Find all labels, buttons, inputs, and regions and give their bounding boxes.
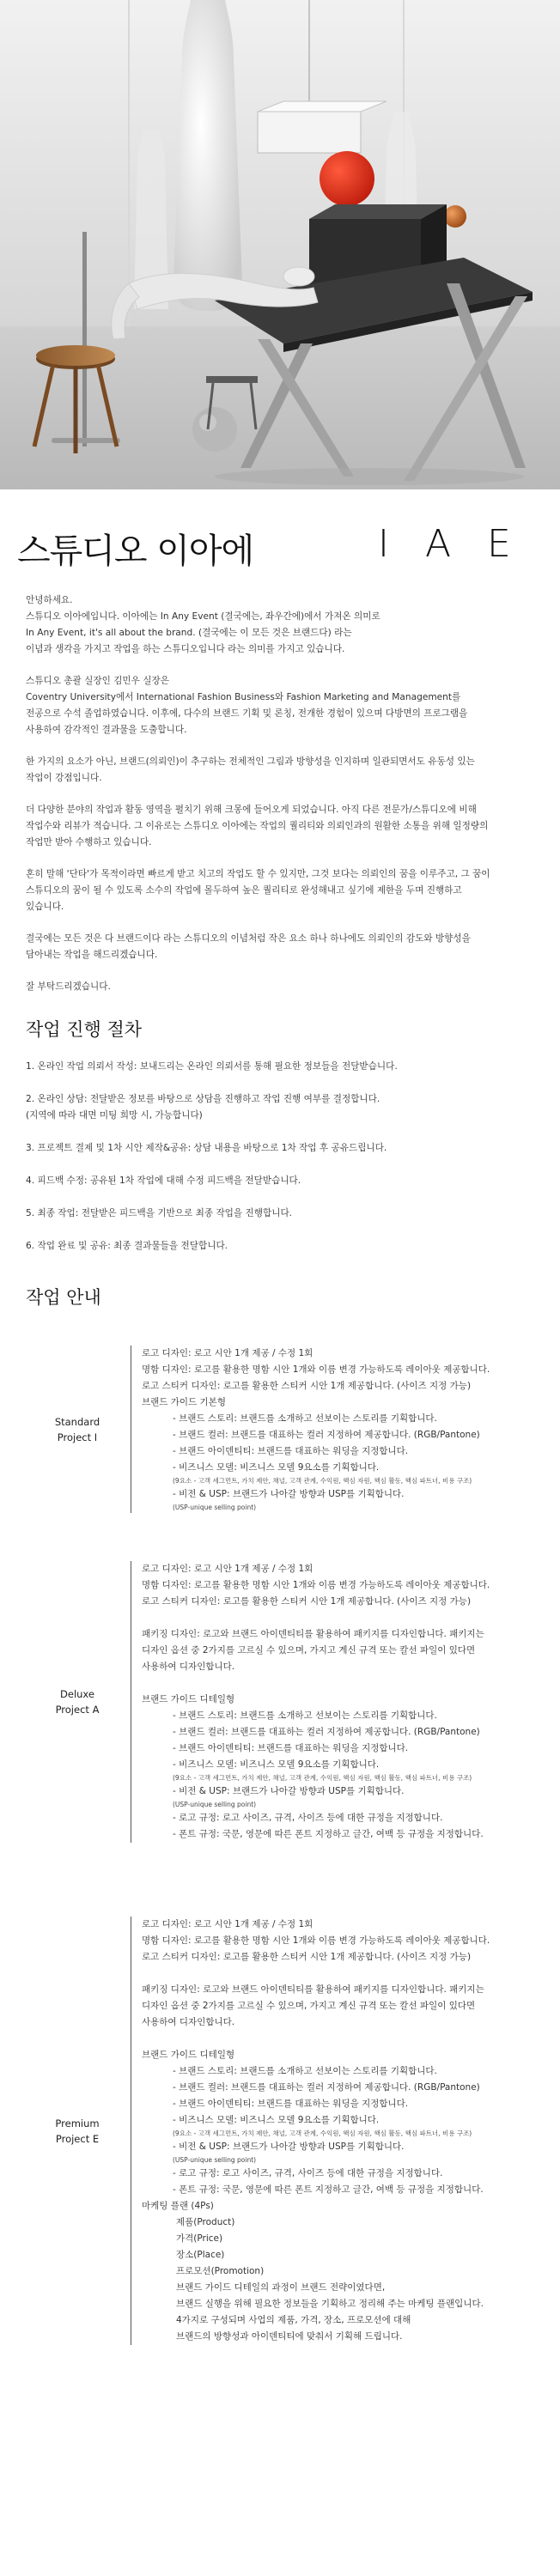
package-line: 명함 디자인: 로고를 활용한 명함 시안 1개와 이름 변경 가능하도록 레이아웃 제공합니다. <box>142 1580 490 1590</box>
package-details <box>131 1346 560 1513</box>
hero-artwork <box>0 0 560 489</box>
package-line: - 브랜드 컬러: 브랜드를 대표하는 컬러 지정하여 제공합니다. (RGB/Pantone) <box>173 1430 480 1440</box>
package-line: 로고 디자인: 로고 시안 1개 제공 / 수정 1회 <box>142 1348 313 1358</box>
package-name: Deluxe Project A <box>55 1688 100 1716</box>
package-line: - 비즈니스 모델: 비즈니스 모델 9요소를 기획합니다. <box>173 1759 380 1770</box>
package-line: - 비즈니스 모델: 비즈니스 모델 9요소를 기획합니다. <box>173 2115 380 2125</box>
process-step: 1. 온라인 작업 의뢰서 작성: 보내드리는 온라인 의뢰서를 통해 필요한 정보들을 전달받습니다. <box>26 1061 398 1072</box>
package-line: (9요소 - 고객 세그먼트, 가치 제안, 채널, 고객 관계, 수익원, 핵심 자원, 핵심 활동, 핵심 파트너, 비용 구조) <box>173 1477 472 1485</box>
package-line: 로고 스티커 디자인: 로고를 활용한 스티커 시안 1개 제공합니다. (사이즈 지정 가능) <box>142 1596 472 1607</box>
process-step: 6. 작업 완료 및 공유: 최종 결과물들을 전달합니다. <box>26 1241 228 1251</box>
package-line: (9요소 - 고객 세그먼트, 가치 제안, 채널, 고객 관계, 수익원, 핵심 자원, 핵심 활동, 핵심 파트너, 비용 구조) <box>173 1774 472 1782</box>
package-line: 사용하여 디자인합니다. <box>142 1662 235 1672</box>
package-line: 로고 스티커 디자인: 로고를 활용한 스티커 시안 1개 제공합니다. (사이즈 지정 가능) <box>142 1381 472 1391</box>
package-line: 마케팅 플랜 (4Ps) <box>142 2201 214 2211</box>
package-line: - 로고 규정: 로고 사이즈, 규격, 사이즈 등에 대한 규정을 지정합니다. <box>173 1813 443 1823</box>
package-line: 장소(Place) <box>176 2250 225 2260</box>
package-line: 브랜드 가이드 디테일형 <box>142 1694 235 1704</box>
intro-paragraph: 스튜디오 총괄 실장인 김민우 실장은 Coventry University에서 International Fashion Business와 Fashion Marketing and Management를 전공으로 수석 졸업하였습니다. 이후에, 다수의 브랜드 기획 및 론칭, 전개한 경험이 있으며 다방면의 프로그램을 사용하여 감각적인 결과물을 도출합니다. <box>26 676 468 735</box>
package-name: Premium Project E <box>55 2117 100 2145</box>
package-line: - 비전 & USP: 브랜드가 나아갈 방향과 USP를 기획합니다. <box>173 1489 405 1499</box>
process-heading: 작업 진행 절차 <box>26 1019 143 1040</box>
spacer <box>142 2031 560 2047</box>
process-step: 2. 온라인 상담: 전달받은 정보를 바탕으로 상담을 진행하고 작업 진행 여부를 결정합니다. (지역에 따라 대면 미팅 희망 시, 가능합니다) <box>26 1094 380 1121</box>
package-line: - 비전 & USP: 브랜드가 나아갈 방향과 USP를 기획합니다. <box>173 2142 405 2152</box>
package-line: 디자인 옵션 중 2가지를 고르실 수 있으며, 가지고 계신 규격 또는 칼선 파일이 있다면 <box>142 2001 476 2011</box>
page-header <box>0 489 560 592</box>
package-line: - 브랜드 아이덴티티: 브랜드를 대표하는 워딩을 지정합니다. <box>173 1743 409 1753</box>
package-line: - 폰트 규정: 국문, 영문에 따른 폰트 지정하고 글간, 여백 등 규정을 지정합니다. <box>173 2184 484 2195</box>
package-name: Standard Project I <box>54 1415 100 1443</box>
package-line: - 브랜드 스토리: 브랜드를 소개하고 선보이는 스토리를 기획합니다. <box>173 2066 437 2076</box>
process-step: 3. 프로젝트 결제 및 1차 시안 제작&공유: 상담 내용을 바탕으로 1차 작업 후 공유드립니다. <box>26 1143 387 1153</box>
package-line: (USP-unique selling point) <box>173 1801 257 1808</box>
package-line: 명함 디자인: 로고를 활용한 명함 시안 1개와 이름 변경 가능하도록 레이아웃 제공합니다. <box>142 1364 490 1375</box>
intro-paragraph: 결국에는 모든 것은 다 브랜드이다 라는 스튜디오의 이념처럼 작은 요소 하나 하나에도 의뢰인의 감도와 방향성을 담아내는 작업을 해드리겠습니다. <box>26 933 471 960</box>
package-block <box>0 1561 560 1843</box>
intro-paragraph: 더 다양한 분야의 작업과 활동 영역을 펼치기 위해 크몽에 들어오게 되었습니다. 아직 다른 전문가/스튜디오에 비해 작업수와 리뷰가 적습니다. 그 이유로는 스튜디오 이아에는 작업의 퀄리티와 의뢰인과의 원활한 소통을 위해 일정량의 작업만 받아 수행하고 있습니다. <box>26 805 489 848</box>
page-title-logo: I A E <box>378 522 513 566</box>
guide-heading: 작업 안내 <box>26 1287 101 1308</box>
package-block <box>0 1917 560 2345</box>
package-line: 브랜드 가이드 기본형 <box>142 1397 226 1407</box>
process-steps <box>0 1042 560 1255</box>
package-line: 브랜드 실행을 위해 필요한 정보들을 기획하고 정리해 주는 마케팅 플랜입니다. <box>176 2299 484 2309</box>
package-block <box>0 1346 560 1513</box>
intro-paragraph: 한 가지의 요소가 아닌, 브랜드(의뢰인)이 추구하는 전체적인 그림과 방향성을 인지하며 일관되면서도 유동성 있는 작업이 강점입니다. <box>26 756 475 783</box>
intro-paragraph: 안녕하세요. 스튜디오 이아에입니다. 이아에는 In Any Event (결국에는, 좌우간에)에서 가져온 의미로 In Any Event, it's all about the brand. (결국에는 이 모든 것은 브랜드다) 라는 이념과 생각을 가지고 작업을 하는 스튜디오입니다 라는 의미를 가지고 있습니다. <box>26 595 380 654</box>
package-line: - 브랜드 스토리: 브랜드를 소개하고 선보이는 스토리를 기획합니다. <box>173 1413 437 1424</box>
package-line: - 브랜드 스토리: 브랜드를 소개하고 선보이는 스토리를 기획합니다. <box>173 1710 437 1721</box>
package-line: - 비즈니스 모델: 비즈니스 모델 9요소를 기획합니다. <box>173 1462 380 1473</box>
package-line: 4가지로 구성되며 사업의 제품, 가격, 장소, 프로모션에 대해 <box>176 2315 411 2325</box>
intro-paragraph: 혼히 말해 '단타'가 목적이라면 빠르게 받고 치고의 작업도 할 수 있지만, 그것 보다는 의뢰인의 꿈을 이루주고, 그 꿈이 스튜디오의 꿈이 될 수 있도록 소수의 작업에 몰두하여 높은 퀄리티로 완성해내고 싶기에 제한을 두며 진행하고 있습니다. <box>26 869 490 912</box>
package-line: (9요소 - 고객 세그먼트, 가치 제안, 채널, 고객 관계, 수익원, 핵심 자원, 핵심 활동, 핵심 파트너, 비용 구조) <box>173 2129 472 2137</box>
package-line: 패키징 디자인: 로고와 브랜드 아이덴티티를 활용하여 패키지를 디자인합니다. 패키지는 <box>142 1984 484 1995</box>
package-line: 명함 디자인: 로고를 활용한 명함 시안 1개와 이름 변경 가능하도록 레이아웃 제공합니다. <box>142 1935 490 1946</box>
package-line: 로고 디자인: 로고 시안 1개 제공 / 수정 1회 <box>142 1564 313 1574</box>
package-details <box>131 1917 560 2345</box>
package-line: (USP-unique selling point) <box>173 1504 257 1511</box>
package-line: 브랜드 가이드 디테일형 <box>142 2050 235 2060</box>
package-line: - 폰트 규정: 국문, 영문에 따른 폰트 지정하고 글간, 여백 등 규정을 지정합니다. <box>173 1829 484 1839</box>
package-line: - 로고 규정: 로고 사이즈, 규격, 사이즈 등에 대한 규정을 지정합니다. <box>173 2168 443 2178</box>
package-line: 프로모션(Promotion) <box>176 2266 265 2276</box>
package-line: 사용하여 디자인합니다. <box>142 2017 235 2027</box>
package-line: (USP-unique selling point) <box>173 2156 257 2164</box>
package-line: 로고 스티커 디자인: 로고를 활용한 스티커 시안 1개 제공합니다. (사이즈 지정 가능) <box>142 1952 472 1962</box>
guide-section <box>0 1346 560 2345</box>
package-line: - 브랜드 컬러: 브랜드를 대표하는 컬러 지정하여 제공합니다. (RGB/Pantone) <box>173 1727 480 1737</box>
package-line: 로고 디자인: 로고 시안 1개 제공 / 수정 1회 <box>142 1919 313 1929</box>
hero-illustration <box>0 0 560 489</box>
package-line: - 브랜드 아이덴티티: 브랜드를 대표하는 워딩을 지정합니다. <box>173 2099 409 2109</box>
package-line: 가격(Price) <box>176 2233 223 2244</box>
package-line: 제품(Product) <box>176 2217 235 2227</box>
process-step: 5. 최종 작업: 전달받은 피드백을 기반으로 최종 작업을 진행합니다. <box>26 1208 293 1218</box>
package-details <box>131 1561 560 1843</box>
package-line: 브랜드 가이드 디테일의 과정이 브랜드 전략이였다면, <box>176 2282 386 2293</box>
package-line: - 브랜드 아이덴티티: 브랜드를 대표하는 워딩을 지정합니다. <box>173 1446 409 1456</box>
package-line: 디자인 옵션 중 2가지를 고르실 수 있으며, 가지고 계신 규격 또는 칼선 파일이 있다면 <box>142 1645 476 1656</box>
package-line: - 비전 & USP: 브랜드가 나아갈 방향과 USP를 기획합니다. <box>173 1786 405 1796</box>
spacer <box>142 1965 560 1982</box>
package-line: 패키징 디자인: 로고와 브랜드 아이덴티티를 활용하여 패키지를 디자인합니다. 패키지는 <box>142 1629 484 1639</box>
intro-paragraph: 잘 부탁드리겠습니다. <box>26 981 111 992</box>
intro-section <box>0 592 560 995</box>
spacer <box>142 1675 560 1692</box>
package-line: - 브랜드 컬러: 브랜드를 대표하는 컬러 지정하여 제공합니다. (RGB/Pantone) <box>173 2082 480 2093</box>
page-title: 스튜디오 이아에 <box>17 532 254 571</box>
process-step: 4. 피드백 수정: 공유된 1차 작업에 대해 수정 피드백을 전달받습니다. <box>26 1176 301 1186</box>
package-line: 브랜드의 방향성과 아이덴티티에 맞춰서 기획해 드립니다. <box>176 2331 403 2342</box>
spacer <box>142 1610 560 1626</box>
